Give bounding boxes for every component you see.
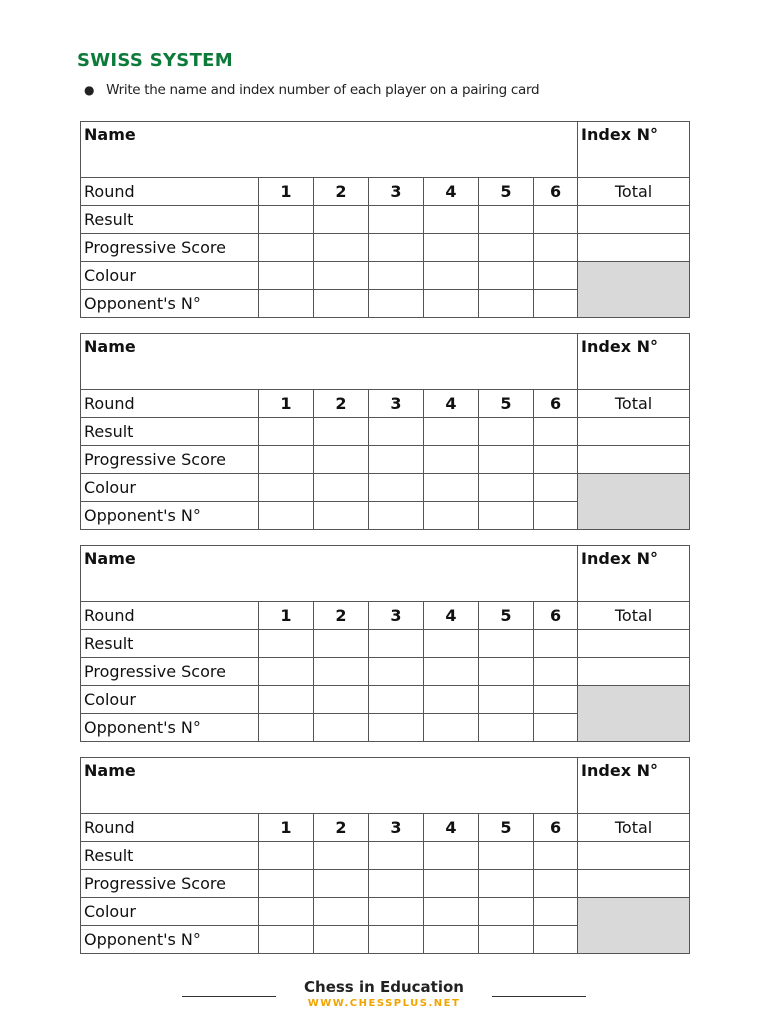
round-number: 6: [534, 602, 578, 630]
progressive-score-cell[interactable]: [259, 234, 314, 262]
result-label: Result: [81, 630, 259, 658]
result-cell[interactable]: [424, 630, 479, 658]
progressive-score-label: Progressive Score: [81, 658, 259, 686]
round-number: 1: [259, 602, 314, 630]
round-number: 4: [424, 814, 479, 842]
footer-rule-right: [492, 996, 586, 997]
result-cell[interactable]: [369, 630, 424, 658]
total-label: Total: [578, 814, 690, 842]
index-field[interactable]: Index N°: [578, 122, 690, 178]
opponent-cell[interactable]: [369, 290, 424, 318]
round-number: 5: [479, 390, 534, 418]
opponent-cell[interactable]: [259, 926, 314, 954]
progressive-score-cell[interactable]: [534, 234, 578, 262]
pairing-card: [80, 121, 690, 318]
total-cell[interactable]: [578, 842, 690, 870]
progressive-score-cell[interactable]: [314, 870, 369, 898]
total-cell[interactable]: [578, 658, 690, 686]
colour-cell[interactable]: [424, 262, 479, 290]
progressive-score-cell[interactable]: [369, 234, 424, 262]
total-cell[interactable]: [578, 206, 690, 234]
opponent-cell[interactable]: [314, 502, 369, 530]
colour-cell[interactable]: [259, 262, 314, 290]
result-cell[interactable]: [259, 418, 314, 446]
opponent-cell[interactable]: [259, 714, 314, 742]
round-number: 6: [534, 390, 578, 418]
total-cell[interactable]: [578, 630, 690, 658]
total-label: Total: [578, 602, 690, 630]
opponent-cell[interactable]: [534, 714, 578, 742]
opponent-label: Opponent's N°: [81, 926, 259, 954]
pairing-card: [80, 757, 690, 954]
progressive-score-label: Progressive Score: [81, 446, 259, 474]
round-label: Round: [81, 814, 259, 842]
shaded-total-cell: [578, 262, 690, 318]
opponent-cell[interactable]: [534, 290, 578, 318]
colour-cell[interactable]: [424, 474, 479, 502]
progressive-score-cell[interactable]: [369, 870, 424, 898]
result-cell[interactable]: [314, 842, 369, 870]
round-number: 5: [479, 602, 534, 630]
round-number: 3: [369, 602, 424, 630]
result-label: Result: [81, 206, 259, 234]
opponent-label: Opponent's N°: [81, 714, 259, 742]
colour-cell[interactable]: [369, 474, 424, 502]
progressive-score-cell[interactable]: [534, 870, 578, 898]
total-label: Total: [578, 178, 690, 206]
name-field[interactable]: Name: [81, 758, 578, 814]
progressive-score-cell[interactable]: [479, 870, 534, 898]
opponent-cell[interactable]: [314, 926, 369, 954]
round-label: Round: [81, 390, 259, 418]
instruction: [84, 82, 539, 98]
round-number: 2: [314, 178, 369, 206]
pairing-card: [80, 545, 690, 742]
opponent-label: Opponent's N°: [81, 502, 259, 530]
result-cell[interactable]: [479, 418, 534, 446]
result-cell[interactable]: [369, 206, 424, 234]
result-cell[interactable]: [314, 418, 369, 446]
index-field[interactable]: Index N°: [578, 546, 690, 602]
result-cell[interactable]: [314, 206, 369, 234]
name-field[interactable]: Name: [81, 546, 578, 602]
round-label: Round: [81, 178, 259, 206]
result-cell[interactable]: [259, 842, 314, 870]
total-cell[interactable]: [578, 418, 690, 446]
colour-cell[interactable]: [424, 686, 479, 714]
opponent-cell[interactable]: [479, 502, 534, 530]
result-label: Result: [81, 418, 259, 446]
result-cell[interactable]: [424, 842, 479, 870]
result-label: Result: [81, 842, 259, 870]
shaded-total-cell: [578, 474, 690, 530]
opponent-cell[interactable]: [259, 290, 314, 318]
opponent-cell[interactable]: [479, 714, 534, 742]
total-cell[interactable]: [578, 446, 690, 474]
progressive-score-cell[interactable]: [259, 870, 314, 898]
colour-cell[interactable]: [369, 262, 424, 290]
colour-cell[interactable]: [479, 474, 534, 502]
footer-rule-left: [182, 996, 276, 997]
shaded-total-cell: [578, 898, 690, 954]
result-cell[interactable]: [369, 418, 424, 446]
result-cell[interactable]: [534, 206, 578, 234]
instruction-text: Write the name and index number of each player on a pairing card: [106, 82, 540, 98]
progressive-score-cell[interactable]: [369, 446, 424, 474]
round-number: 6: [534, 178, 578, 206]
result-cell[interactable]: [424, 206, 479, 234]
progressive-score-cell[interactable]: [424, 658, 479, 686]
total-cell[interactable]: [578, 870, 690, 898]
colour-cell[interactable]: [369, 898, 424, 926]
progressive-score-cell[interactable]: [424, 446, 479, 474]
round-number: 1: [259, 814, 314, 842]
opponent-cell[interactable]: [369, 502, 424, 530]
colour-label: Colour: [81, 686, 259, 714]
result-cell[interactable]: [534, 842, 578, 870]
opponent-cell[interactable]: [479, 926, 534, 954]
footer-brand: Chess in Education: [304, 978, 464, 996]
colour-cell[interactable]: [314, 262, 369, 290]
result-cell[interactable]: [534, 630, 578, 658]
opponent-cell[interactable]: [369, 926, 424, 954]
round-number: 5: [479, 178, 534, 206]
colour-label: Colour: [81, 474, 259, 502]
colour-cell[interactable]: [369, 686, 424, 714]
result-cell[interactable]: [369, 842, 424, 870]
round-number: 4: [424, 602, 479, 630]
colour-cell[interactable]: [534, 686, 578, 714]
progressive-score-cell[interactable]: [479, 658, 534, 686]
progressive-score-cell[interactable]: [534, 658, 578, 686]
round-number: 5: [479, 814, 534, 842]
name-field[interactable]: Name: [81, 122, 578, 178]
progressive-score-cell[interactable]: [259, 658, 314, 686]
result-cell[interactable]: [259, 630, 314, 658]
round-number: 2: [314, 814, 369, 842]
round-number: 1: [259, 178, 314, 206]
colour-cell[interactable]: [259, 686, 314, 714]
result-cell[interactable]: [479, 206, 534, 234]
total-label: Total: [578, 390, 690, 418]
opponent-cell[interactable]: [424, 714, 479, 742]
progressive-score-cell[interactable]: [424, 234, 479, 262]
progressive-score-label: Progressive Score: [81, 234, 259, 262]
round-number: 4: [424, 178, 479, 206]
progressive-score-cell[interactable]: [259, 446, 314, 474]
progressive-score-cell[interactable]: [534, 446, 578, 474]
result-cell[interactable]: [479, 842, 534, 870]
round-number: 3: [369, 390, 424, 418]
opponent-cell[interactable]: [424, 502, 479, 530]
opponent-cell[interactable]: [259, 502, 314, 530]
round-number: 1: [259, 390, 314, 418]
progressive-score-cell[interactable]: [314, 658, 369, 686]
colour-cell[interactable]: [424, 898, 479, 926]
opponent-cell[interactable]: [534, 502, 578, 530]
opponent-cell[interactable]: [479, 290, 534, 318]
colour-cell[interactable]: [479, 686, 534, 714]
round-number: 6: [534, 814, 578, 842]
round-number: 3: [369, 178, 424, 206]
bullet-icon: ●: [84, 83, 95, 97]
opponent-cell[interactable]: [424, 290, 479, 318]
opponent-cell[interactable]: [534, 926, 578, 954]
round-number: 4: [424, 390, 479, 418]
result-cell[interactable]: [424, 418, 479, 446]
round-number: 3: [369, 814, 424, 842]
footer-url: WWW.CHESSPLUS.NET: [307, 998, 461, 1009]
result-cell[interactable]: [534, 418, 578, 446]
name-field[interactable]: Name: [81, 334, 578, 390]
index-field[interactable]: Index N°: [578, 334, 690, 390]
opponent-cell[interactable]: [314, 714, 369, 742]
opponent-cell[interactable]: [314, 290, 369, 318]
result-cell[interactable]: [259, 206, 314, 234]
progressive-score-cell[interactable]: [314, 446, 369, 474]
round-number: 2: [314, 602, 369, 630]
shaded-total-cell: [578, 686, 690, 742]
colour-cell[interactable]: [534, 898, 578, 926]
page-title: SWISS SYSTEM: [77, 50, 233, 71]
total-cell[interactable]: [578, 234, 690, 262]
colour-cell[interactable]: [314, 474, 369, 502]
result-cell[interactable]: [479, 630, 534, 658]
progressive-score-cell[interactable]: [479, 234, 534, 262]
colour-cell[interactable]: [479, 262, 534, 290]
colour-cell[interactable]: [534, 262, 578, 290]
colour-cell[interactable]: [314, 686, 369, 714]
progressive-score-cell[interactable]: [479, 446, 534, 474]
progressive-score-label: Progressive Score: [81, 870, 259, 898]
colour-label: Colour: [81, 262, 259, 290]
index-field[interactable]: Index N°: [578, 758, 690, 814]
round-label: Round: [81, 602, 259, 630]
progressive-score-cell[interactable]: [369, 658, 424, 686]
pairing-card: [80, 333, 690, 530]
colour-cell[interactable]: [534, 474, 578, 502]
colour-label: Colour: [81, 898, 259, 926]
round-number: 2: [314, 390, 369, 418]
result-cell[interactable]: [314, 630, 369, 658]
opponent-cell[interactable]: [424, 926, 479, 954]
colour-cell[interactable]: [314, 898, 369, 926]
colour-cell[interactable]: [259, 898, 314, 926]
colour-cell[interactable]: [259, 474, 314, 502]
progressive-score-cell[interactable]: [424, 870, 479, 898]
opponent-cell[interactable]: [369, 714, 424, 742]
colour-cell[interactable]: [479, 898, 534, 926]
opponent-label: Opponent's N°: [81, 290, 259, 318]
progressive-score-cell[interactable]: [314, 234, 369, 262]
